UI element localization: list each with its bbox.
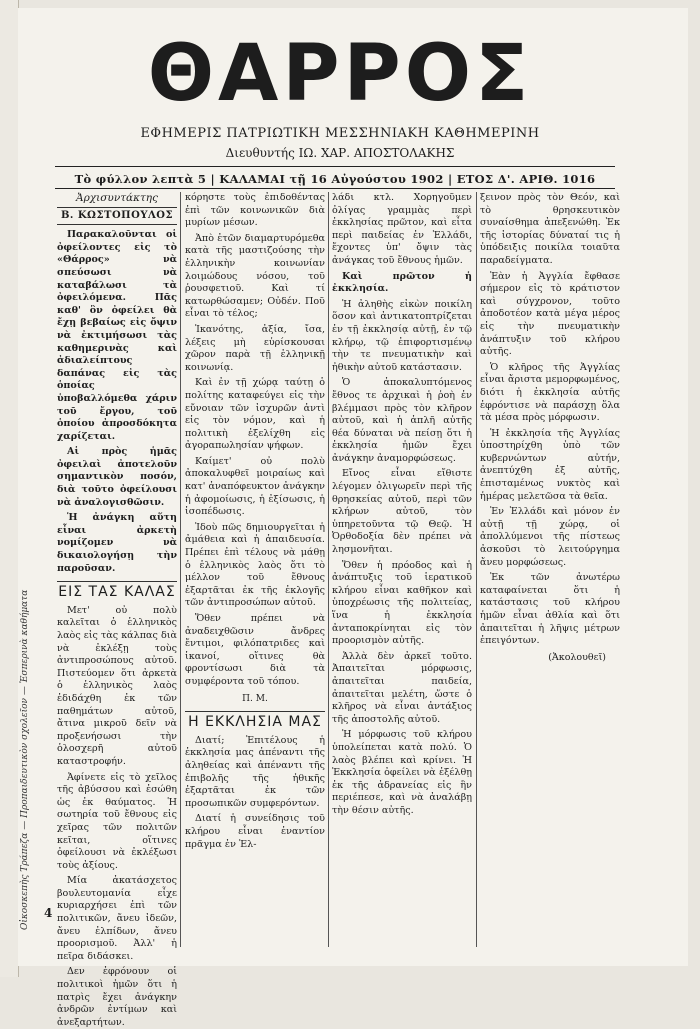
section-title: Η ΕΚΚΛΗΣΙΑ ΜΑΣ xyxy=(185,711,325,729)
article-paragraph: Καὶ ἐν τῇ χώρᾳ ταύτῃ ὁ πολίτης καταφεύγει εἰς τὴν εὔνοιαν τῶν ἰσχυρῶν ἀντὶ εἰς τὸν νόμον, καὶ ἡ πολιτικὴ ἐξελίχθη εἰς ἀγοραπωλησίαν ψήφων. xyxy=(185,377,325,452)
article-paragraph: Ὁ ἀποκαλυπτόμενος ἔθνος τε ἀρχικαὶ ἡ ῥοὴ ἐν βλέμμασι πρὸς τὸν κλῆρον αὐτοῦ, καὶ ἡ ἁπλῆ αὐτῆς θέα δύναται νὰ πείσῃ ὅτι ἡ ἐκκλησία ἡμῶν ἔχει ἀνάγκην ἀναμορφώσεως. xyxy=(332,377,472,464)
left-margin-strip xyxy=(0,0,19,977)
article-paragraph: Καίμετ' οὐ πολὺ ἀποκαλυφθεῖ μοιραίως καὶ κατ' ἀναπόφευκτον ἀνάγκην ἡ ἀφομοίωσις, ἡ ἐξίσωσις, ἡ ἰσοπέδωσις. xyxy=(185,455,325,518)
article-paragraph: κόρηστε τοὺς ἐπιδοθέντας ἐπὶ τῶν κοινωνικῶν διὰ μυρίων μέσων. xyxy=(185,192,325,229)
column-3 xyxy=(332,192,472,952)
top-rule xyxy=(55,166,615,167)
masthead-subtitle: ΕΦΗΜΕΡΙΣ ΠΑΤΡΙΩΤΙΚΗ ΜΕΣΣΗΝΙΑΚΗ ΚΑΘΗΜΕΡΙΝΗ xyxy=(140,126,540,141)
article-paragraph: Μία ἀκατάσχετος βουλευτομανία εἶχε κυριαρχήσει ἐπὶ τῶν πολιτικῶν, ἄνευ ἰδεῶν, ἄνευ ἐλπίδων, ἄνευ προορισμοῦ. Ἀλλ' ἡ πεῖρα διδάσκει. xyxy=(57,875,177,962)
article-paragraph: λάδι κτλ. Χορηγοῦμεν ὀλίγας γραμμὰς περὶ ἐκκλησίας πρῶτον, καὶ εἶτα περὶ παιδείας ἐν Ἑλλάδι, ἔχοντες ὑπ' ὄψιν τὰς ἀνάγκας τοῦ ἔθνους ἡμῶν. xyxy=(332,192,472,266)
dateline-rule xyxy=(55,188,615,189)
article-paragraph: Ἰδοὺ πῶς δημιουργεῖται ἡ ἀμάθεια καὶ ἡ ἀπαιδευσία. Πρέπει ἐπὶ τέλους νὰ μάθῃ ὁ ἑλληνικὸς λαὸς ὅτι τὸ μέλλον τοῦ ἔθνους ἐξαρτᾶται ἐκ τῆς ἐκλογῆς τῶν ἀντιπροσώπων αὐτοῦ. xyxy=(185,521,325,609)
article-paragraph: ξεινον πρὸς τὸν Θεόν, καὶ τὸ θρησκευτικὸν συναίσθημα ἀπεξενώθη. Ἐκ τῆς ἱστορίας δύναταί τις ἡ ὑπόδειξις ποικίλα τοιαῦτα παραδείγματα. xyxy=(480,192,620,266)
column-4 xyxy=(480,192,620,952)
column-2 xyxy=(185,192,325,952)
article-paragraph: Ἡ ἀληθὴς εἰκὼν ποικίλη ὅσον καὶ ἀντικατοπτρίζεται ἐν τῇ ἐκκλησίᾳ αὐτῇ, ἐν τῷ κλήρῳ, τῷ ἐπιφορτισμένῳ τὴν τε πνευματικὴν καὶ ἠθικὴν αὐτοῦ κατάστασιν. xyxy=(332,298,472,373)
article-paragraph: Ὁ κλῆρος τῆς Ἀγγλίας εἶναι ἄριστα μεμορφωμένος, διότι ἡ ἐκκλησία αὐτῆς ἐφρόντισε νὰ παράσχῃ ὅλα τὰ μέσα πρὸς μόρφωσιν. xyxy=(480,361,620,424)
editor-label: Ἀρχισυντάκτης xyxy=(76,192,158,204)
section-title: ΕΙΣ ΤΑΣ ΚΑΛΑΣ xyxy=(57,581,177,599)
notice-paragraph: Ἡ ἀνάγκη αὕτη εἶναι ἀρκετὴ νομίζομεν νὰ δικαιολογήσῃ τὴν παροῦσαν. xyxy=(57,512,177,574)
article-signature: Π. Μ. xyxy=(242,693,268,704)
notice-paragraph: Παρακαλοῦνται οἱ ὀφείλοντες εἰς τὸ «Θάρρος» νὰ σπεύσωσι νὰ καταβάλωσι τὰ ὀφειλόμενα. Πᾶς καθ' ὃν ὀφείλει θὰ ἔχῃ βεβαίως εἰς ὄψιν νὰ ἐκτιμήσωσι τὰς καθημερινὰς καὶ ἀδιαλείπτους δαπάνας εἰς τὰς ὁποίας ὑποβαλλόμεθα χάριν τοῦ ἔργου, τοῦ ὁποίου ἀπροσδόκητα χαρίζεται. xyxy=(57,229,177,442)
article-paragraph: Εἴνος εἶναι εἴθιστε λέγομεν ὀλιγωρεῖν περὶ τῆς θρησκείας αὐτοῦ, περὶ τῶν κλήρων αὐτοῦ, τὸν ὑπηρετοῦντα τῷ Θεῷ. Ἡ Ὀρθοδοξία δὲν πρέπει νὰ λησμονῆται. xyxy=(332,468,472,556)
article-paragraph: Ὅθεν πρέπει νὰ ἀναδειχθῶσιν ἄνδρες ἔντιμοι, φιλόπατριδες καὶ ἱκανοί, οἵτινες θὰ φροντίσωσι διὰ τὰ συμφέροντα τοῦ τόπου. xyxy=(185,613,325,687)
article-paragraph: Ἡ μόρφωσις τοῦ κλήρου ὑπολείπεται κατὰ πολύ. Ὁ λαὸς βλέπει καὶ κρίνει. Ἡ Ἐκκλησία ὀφείλει νὰ ἐξέλθῃ ἐκ τῆς ἀδρανείας εἰς ἣν περιέπεσε, καὶ νὰ ἀναλάβῃ τὴν θέσιν αὐτῆς. xyxy=(332,729,472,816)
column-1 xyxy=(57,192,177,1028)
article-paragraph: Ἀφίνετε εἰς τὸ χεῖλος τῆς ἀβύσσου καὶ ἐσώθη ὡς ἐκ θαύματος. Ἡ σωτηρία τοῦ ἔθνους εἰς χεῖρας τῶν πολιτῶν κεῖται, οἵτινες ὀφείλουσι νὰ ἐκλέξωσι τοὺς ἀξίους. xyxy=(57,771,177,871)
article-paragraph: Ἀπὸ ἐτῶν διαμαρτυρόμεθα κατὰ τῆς μαστιζούσης τὴν ἑλληνικὴν κοινωνίαν λοιμώδους νόσου, τοῦ ῥουσφετιοῦ. Καὶ τί κατωρθώσαμεν; Οὐδέν. Ποῦ εἶναι τὸ τέλος; xyxy=(185,232,325,320)
article-paragraph: Ἀλλὰ δὲν ἀρκεῖ τοῦτο. Ἀπαιτεῖται μόρφωσις, ἀπαιτεῖται παιδεία, ἀπαιτεῖται μελέτη, ὥστε ὁ κλῆρος νὰ εἶναι ἀντάξιος τῆς ἀποστολῆς αὐτοῦ. xyxy=(332,650,472,725)
article-paragraph: Ἱκανότης, ἀξία, ἴσα, λέξεις μὴ εὑρίσκουσαι χῶρον παρὰ τῇ ἑλληνικῇ κοινωνίᾳ. xyxy=(185,323,325,373)
article-paragraph: Μετ' οὐ πολὺ καλεῖται ὁ ἑλληνικὸς λαὸς εἰς τὰς κάλπας διὰ νὰ ἐκλέξῃ τοὺς ἀντιπροσώπους αὐτοῦ. Πιστεύομεν ὅτι ἀρκετὰ ὁ ἑλληνικὸς λαὸς ἐδιδάχθη ἐκ τῶν παθημάτων αὐτοῦ, ἄτινα μικροῦ δεῖν νὰ προξενήσωσι τὴν ὁλοσχερῆ αὐτοῦ καταστροφήν. xyxy=(57,604,177,767)
dateline: Τὸ φύλλον λεπτὰ 5 | ΚΑΛΑΜΑΙ τῇ 16 Αὐγούστου 1902 | ΕΤΟΣ Δ'. ΑΡΙΘ. 1016 xyxy=(74,172,596,186)
article-paragraph: Δεν ἐφρόνουν οἱ πολιτικοὶ ἡμῶν ὅτι ἡ πατρὶς ἔχει ἀνάγκην ἀνδρῶν ἐντίμων καὶ ἀνεξαρτήτων. xyxy=(57,966,177,1028)
margin-vertical-text: Οἰκοσκεπὴς Τράπεζα — Προπαιδευτικὸν σχολεῖον — Ἐσπερινὰ καθήματα xyxy=(20,589,30,930)
article-paragraph: Διατί; Ἐπιτέλους ἡ ἐκκλησία μας ἀπέναντι τῆς ἀληθείας καὶ ἀπέναντι τῆς ἐπιβολῆς τῆς ἠθικῆς ἐξαρτᾶται ἐκ τῶν προσωπικῶν συμφερόντων. xyxy=(185,734,325,809)
editor-name: Β. ΚΩΣΤΟΠΟΥΛΟΣ xyxy=(57,207,177,226)
article-paragraph: Διατί ἡ συνείδησις τοῦ κλήρου εἶναι ἐναντίον πρᾶγμα ἐν Ἐλ- xyxy=(185,813,325,850)
masthead-director: Διευθυντής ΙΩ. ΧΑΡ. ΑΠΟΣΤΟΛΑΚΗΣ xyxy=(225,146,455,160)
to-be-continued: (Ἀκολουθεῖ) xyxy=(548,651,606,663)
column-divider xyxy=(180,192,181,947)
column-divider xyxy=(476,192,477,947)
article-paragraph: Ἡ ἐκκλησία τῆς Ἀγγλίας ὑποστηρίχθη ὑπὸ τῶν κυβερνώντων αὐτήν, ἀνεπτύχθη ἐξ αὐτῆς, ἐπισταμένως νυκτὸς καὶ ἡμέρας μελετῶσα τὰ θεῖα. xyxy=(480,427,620,502)
article-paragraph: Ὅθεν ἡ πρόοδος καὶ ἡ ἀνάπτυξις τοῦ ἱερατικοῦ κλήρου εἶναι καθῆκον καὶ ὑποχρέωσις τῆς πολιτείας, ἵνα ἡ ἐκκλησία ἀνταποκρίνηται εἰς τὸν προορισμὸν αὐτῆς. xyxy=(332,559,472,647)
article-paragraph: Ἐὰν ἡ Ἀγγλία ἔφθασε σήμερον εἰς τὸ κράτιστον καὶ σύγχρονον, τοῦτο ἀποδοτέον κατὰ μέγα μέρος εἰς τὴν πνευματικὴν ἀνάπτυξιν τοῦ κλήρου αὐτῆς. xyxy=(480,270,620,358)
page-number: 4 xyxy=(44,906,53,920)
column-divider xyxy=(328,192,329,947)
article-paragraph: Ἐν Ἑλλάδι καὶ μόνον ἐν αὐτῇ τῇ χώρᾳ, οἱ ἀπολλύμενοι τῆς πίστεως ἀσκοῦσι τὸ λειτούργημα ἄνευ μορφώσεως. xyxy=(480,506,620,568)
notice-paragraph: Αἱ πρὸς ἡμᾶς ὀφειλαὶ ἀποτελοῦν σημαντικὸν ποσόν, διὰ τοῦτο ὀφείλουσι νὰ ἀναλογισθῶσιν. xyxy=(57,446,177,508)
article-subhead: Καὶ πρῶτον ἡ ἐκκλησία. xyxy=(332,270,472,295)
masthead-title: ΘΑΡΡΟΣ xyxy=(147,29,533,119)
article-paragraph: Ἐκ τῶν ἀνωτέρω καταφαίνεται ὅτι ἡ κατάστασις τοῦ κλήρου ἡμῶν εἶναι ἀθλία καὶ ὅτι ἀπαιτεῖται ἡ λῆψις μέτρων ἐπειγόντων. xyxy=(480,572,620,647)
